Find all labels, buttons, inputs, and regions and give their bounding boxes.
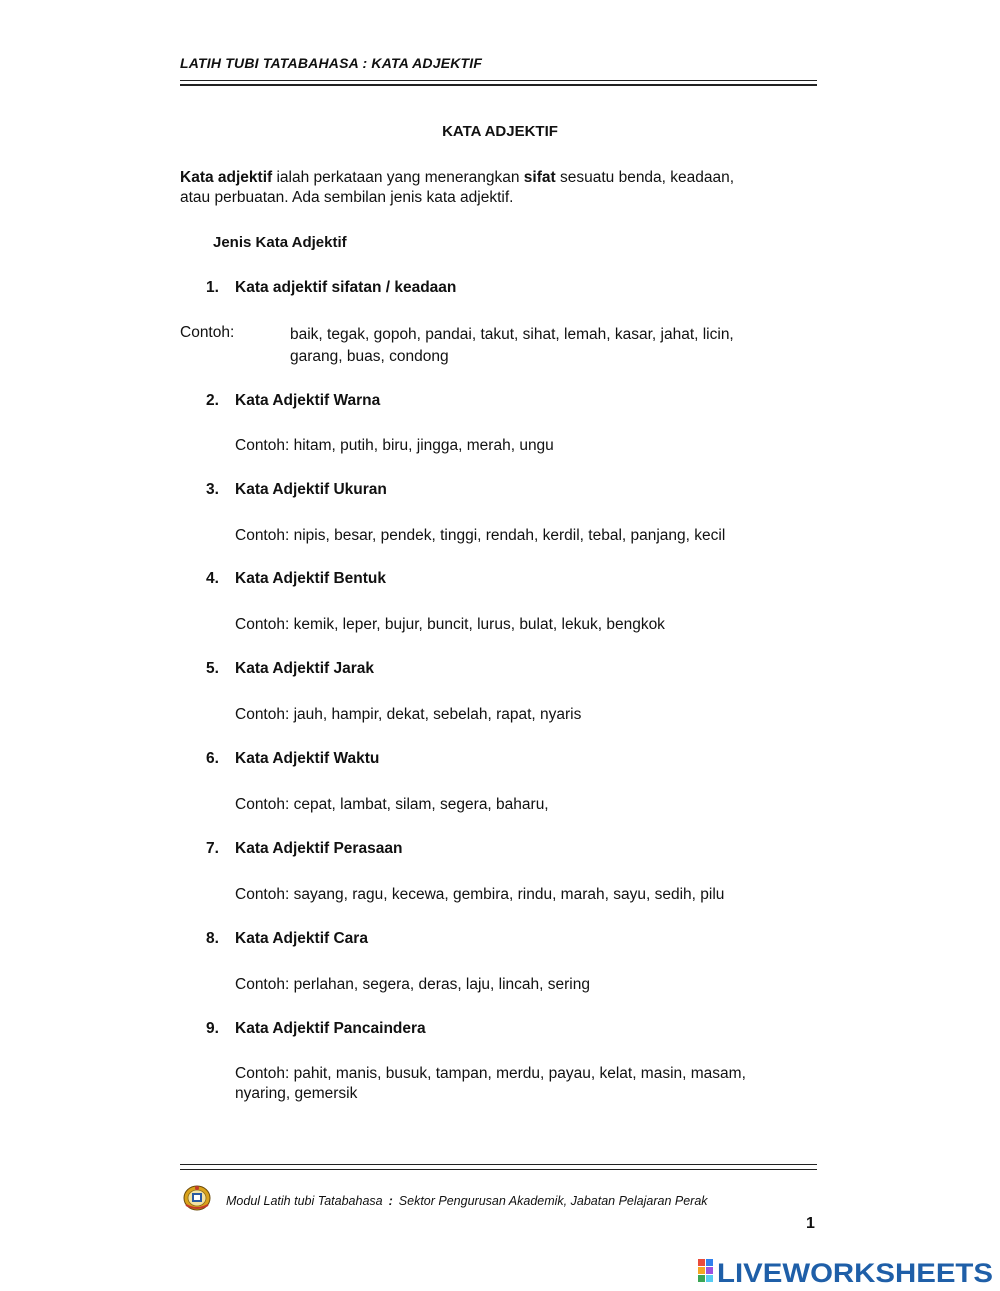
item-title: Kata Adjektif Bentuk <box>235 570 387 587</box>
intro-highlight: sifat <box>523 169 556 186</box>
item-heading <box>206 279 456 297</box>
item-number: 4. <box>206 570 219 587</box>
item-number: 7. <box>206 840 219 857</box>
item-title: Kata Adjektif Ukuran <box>235 481 387 498</box>
footer-module-name: Modul Latih tubi Tatabahasa <box>226 1194 383 1208</box>
footer-separator: : <box>388 1194 393 1208</box>
logo-square-icon <box>698 1267 705 1274</box>
header-rule-top <box>180 80 817 81</box>
page-number: 1 <box>806 1215 815 1232</box>
item-heading <box>206 392 380 410</box>
item-title: Kata Adjektif Cara <box>235 930 368 947</box>
item-title: Kata Adjektif Waktu <box>235 750 380 767</box>
logo-square-icon <box>706 1275 713 1282</box>
example-line: Contoh: perlahan, segera, deras, laju, lincah, sering <box>235 976 590 993</box>
item-title: Kata Adjektif Warna <box>235 392 381 409</box>
logo-wordmark: LIVEWORKSHEETS <box>717 1258 993 1286</box>
footer-organization: Sektor Pengurusan Akademik, Jabatan Pelajaran Perak <box>398 1194 708 1208</box>
example-line: Contoh: pahit, manis, busuk, tampan, merdu, payau, kelat, masin, masam, <box>235 1065 746 1082</box>
example-line: Contoh: kemik, leper, bujur, buncit, lurus, bulat, lekuk, bengkok <box>235 616 665 633</box>
section-heading: Jenis Kata Adjektif <box>213 234 347 251</box>
item-number: 2. <box>206 392 219 409</box>
example-line: nyaring, gemersik <box>235 1085 358 1102</box>
example-line: Contoh: hitam, putih, biru, jingga, merah, ungu <box>235 437 554 454</box>
page-header-title: LATIH TUBI TATABAHASA : KATA ADJEKTIF <box>180 55 483 71</box>
example-block <box>235 1064 825 1104</box>
example-line: Contoh: nipis, besar, pendek, tinggi, rendah, kerdil, tebal, panjang, kecil <box>235 527 726 544</box>
item-heading <box>206 660 374 678</box>
logo-square-icon <box>698 1259 705 1266</box>
example-line: Contoh: sayang, ragu, kecewa, gembira, rindu, marah, sayu, sedih, pilu <box>235 886 725 903</box>
example-label: Contoh: <box>180 324 235 341</box>
state-emblem-icon <box>182 1183 212 1211</box>
logo-square-icon <box>706 1259 713 1266</box>
item-title: Kata Adjektif Pancaindera <box>235 1020 426 1037</box>
item-title: Kata Adjektif Perasaan <box>235 840 403 857</box>
document-title: KATA ADJEKTIF <box>442 123 558 140</box>
item-heading <box>206 481 387 499</box>
footer-rule-top <box>180 1164 817 1165</box>
example-line: Contoh: cepat, lambat, silam, segera, baharu, <box>235 796 549 813</box>
item-title: Kata adjektif sifatan / keadaan <box>235 279 457 296</box>
example-line: Contoh: jauh, hampir, dekat, sebelah, rapat, nyaris <box>235 706 582 723</box>
item-number: 8. <box>206 930 219 947</box>
logo-square-icon <box>698 1275 705 1282</box>
intro-term: Kata adjektif <box>180 169 273 186</box>
example-line: baik, tegak, gopoh, pandai, takut, sihat, lemah, kasar, jahat, licin, <box>290 326 734 343</box>
item-heading <box>206 840 402 858</box>
item-heading <box>206 1020 426 1038</box>
item-heading <box>206 930 368 948</box>
item-number: 1. <box>206 279 219 296</box>
intro-paragraph <box>180 168 820 208</box>
footer-text <box>226 1194 708 1208</box>
footer-rule-bottom <box>180 1169 817 1170</box>
item-heading <box>206 570 386 588</box>
header-rule-bottom <box>180 84 817 86</box>
item-number: 6. <box>206 750 219 767</box>
example-line: garang, buas, condong <box>290 348 449 365</box>
liveworksheets-logo[interactable] <box>698 1256 994 1286</box>
intro-text-1: ialah perkataan yang menerangkan <box>272 169 524 186</box>
item-number: 3. <box>206 481 219 498</box>
intro-text-2: sesuatu benda, keadaan, <box>555 169 735 186</box>
item-number: 9. <box>206 1020 219 1037</box>
example-words <box>290 324 810 368</box>
intro-line-2: atau perbuatan. Ada sembilan jenis kata adjektif. <box>180 189 514 206</box>
item-title: Kata Adjektif Jarak <box>235 660 374 677</box>
logo-square-icon <box>706 1267 713 1274</box>
item-heading <box>206 750 379 768</box>
item-number: 5. <box>206 660 219 677</box>
